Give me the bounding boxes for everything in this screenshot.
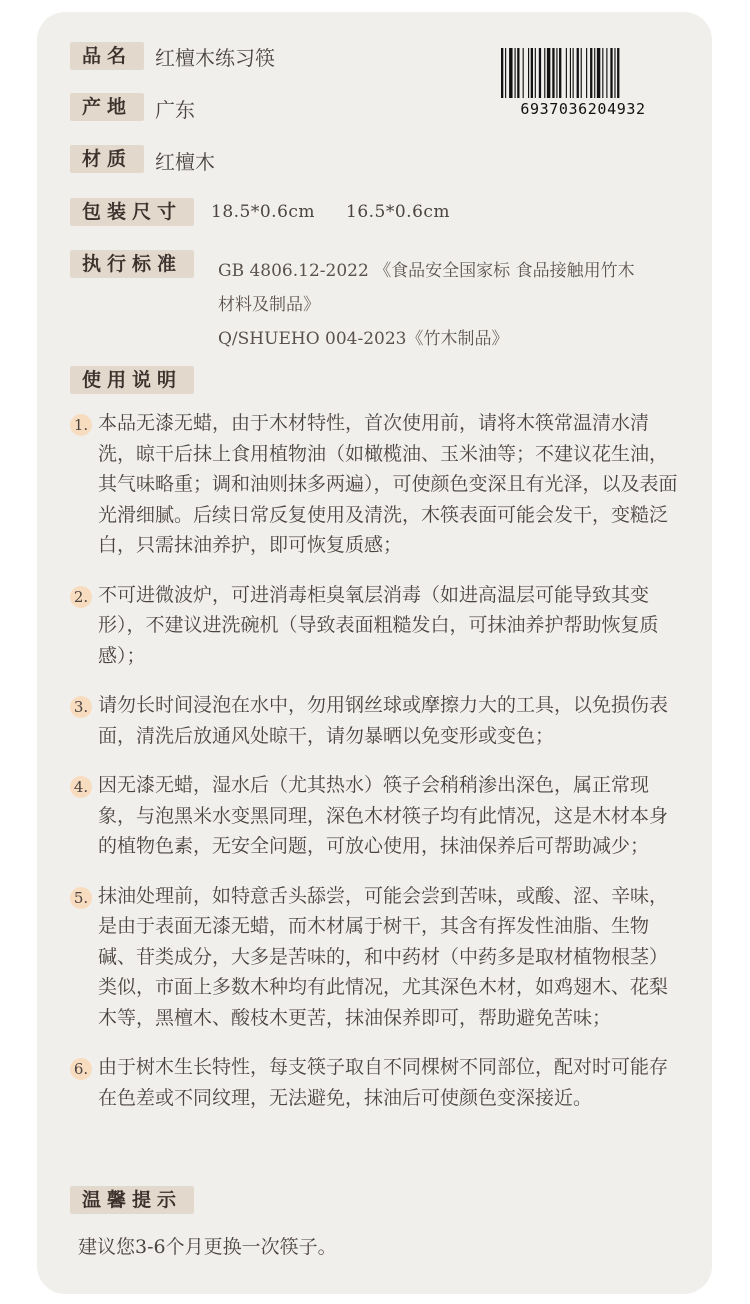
item-text: 本品无漆无蜡，由于木材特性，首次使用前，请将木筷常温清水清洗，晾干后抹上食用植物油（如橄榄油、玉米油等；不建议花生油，其气味略重；调和油则抹多两遍），可使颜色变深且有光泽，以及表面光滑细腻。后续日常反复使用及清洗，木筷表面可能会发干，变糙泛白，只需抹油养护，即可恢复质感； [98, 412, 678, 556]
label-product-name: 品名 [70, 42, 144, 70]
value-material: 红檀木 [155, 150, 215, 174]
label-material: 材质 [70, 145, 144, 173]
item-text: 抹油处理前，如特意舌头舔尝，可能会尝到苦味，或酸、涩、辛味，是由于表面无漆无蜡，而木材属于树干，其含有挥发性油脂、生物碱、苷类成分，大多是苦味的，和中药材（中药多是取材植物根茎）类似，市面上多数木种均有此情况，尤其深色木材，如鸡翅木、花梨木等，黑檀木、酸枝木更苦，抹油保养即可，帮助避免苦味； [98, 884, 669, 1029]
value-origin: 广东 [155, 98, 195, 122]
tip-text: 建议您3-6个月更换一次筷子。 [78, 1236, 337, 1258]
label-package-size: 包装尺寸 [70, 198, 194, 226]
label-instructions: 使用说明 [70, 366, 194, 394]
list-item [70, 408, 685, 561]
value-package-size-1: 18.5*0.6cm [211, 202, 316, 222]
standard-line-2: 材料及制品》 [218, 295, 320, 315]
label-origin: 产地 [70, 93, 144, 121]
item-text: 因无漆无蜡，湿水后（尤其热水）筷子会稍稍渗出深色，属正常现象，与泡黑米水变黑同理，深色木材筷子均有此情况，这是木材本身的植物色素，无安全问题，可放心使用，抹油保养后可帮助减少； [98, 774, 669, 857]
item-number: 3. [70, 696, 92, 718]
list-item [70, 770, 685, 862]
value-package-size-2: 16.5*0.6cm [346, 202, 451, 222]
list-item [70, 690, 685, 751]
list-item [70, 881, 685, 1034]
item-text: 请勿长时间浸泡在水中，勿用钢丝球或摩擦力大的工具，以免损伤表面，清洗后放通风处晾干，请勿暴晒以免变形或变色； [98, 694, 669, 747]
item-number: 6. [70, 1058, 92, 1080]
list-item [70, 580, 685, 672]
barcode-number: 6937036204932 [520, 100, 646, 116]
value-product-name: 红檀木练习筷 [155, 46, 275, 70]
item-number: 5. [70, 887, 92, 909]
item-text: 由于树木生长特性，每支筷子取自不同棵树不同部位，配对时可能存在色差或不同纹理，无法避免，抹油后可使颜色变深接近。 [98, 1056, 669, 1109]
list-item [70, 1052, 685, 1113]
label-tips: 温馨提示 [70, 1186, 194, 1214]
label-standard: 执行标准 [70, 250, 194, 278]
item-number: 1. [70, 414, 92, 436]
barcode-image [497, 46, 669, 116]
item-number: 2. [70, 586, 92, 608]
item-number: 4. [70, 776, 92, 798]
value-standard [218, 254, 688, 356]
item-text: 不可进微波炉，可进消毒柜臭氧层消毒（如进高温层可能导致其变形），不建议进洗碗机（导致表面粗糙发白，可抹油养护帮助恢复质感）； [98, 583, 659, 667]
instruction-list [70, 408, 685, 1113]
standard-line-3: Q/SHUEHO 004-2023《竹木制品》 [218, 329, 509, 349]
standard-line-1: GB 4806.12-2022 《食品安全国家标 食品接触用竹木 [218, 261, 635, 281]
